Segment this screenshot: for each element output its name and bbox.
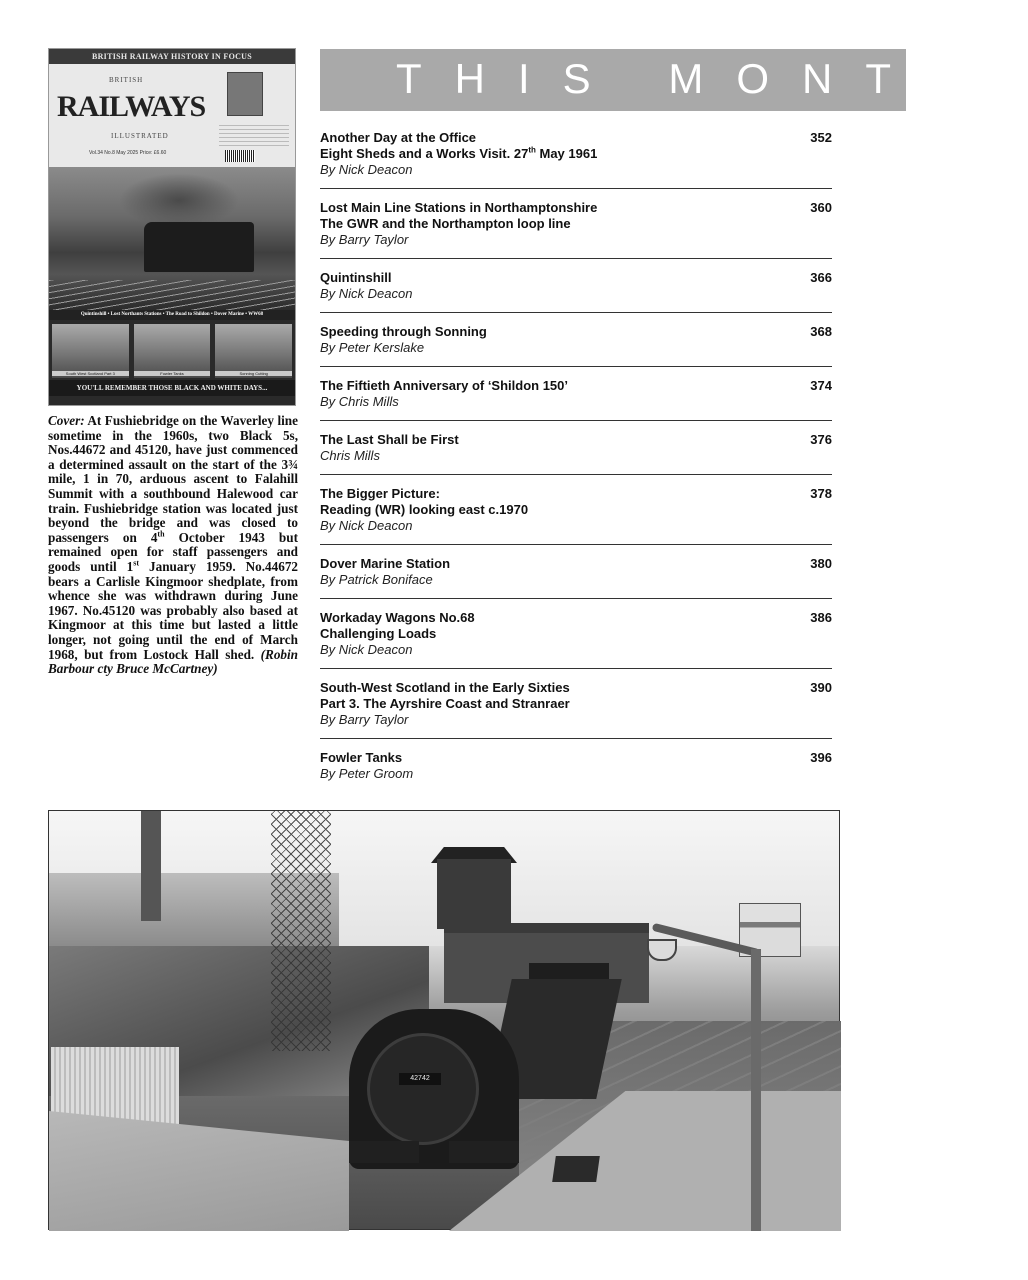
cover-thumb: [134, 324, 211, 378]
cover-issue-info: Vol.34 No.8 May 2025 Price: £6.60: [89, 150, 167, 156]
contents-entry[interactable]: [320, 750, 832, 792]
cover-locomotive: [144, 222, 254, 272]
cover-small-print: [219, 122, 289, 146]
entry-page-number: 368: [810, 324, 832, 339]
caption-text: mile, 1 in 70, arduous ascent to Falahill Summit with a southbound Halewood car train. Fushiebridge station was located just beyond the bridge and was closed to passengers on 4: [48, 471, 298, 545]
photo-signal-gantry: [271, 811, 331, 1051]
entry-subtitle: Reading (WR) looking east c.1970: [320, 502, 529, 517]
entry-author: By Barry Taylor: [320, 232, 409, 247]
contents-entry[interactable]: [320, 324, 832, 367]
entry-author: By Nick Deacon: [320, 162, 413, 177]
cover-thumb-label: Sonning Cutting: [215, 371, 292, 376]
entry-author: By Peter Kerslake: [320, 340, 425, 355]
entry-subtitle: Part 3. The Ayrshire Coast and Stranraer: [320, 696, 570, 711]
cover-rails: [49, 280, 295, 310]
cover-contents-strip: Quintinshill • Lost Northants Stations • The Road to Shildon • Dover Marine • WW68: [49, 310, 295, 320]
caption-superscript: st: [133, 558, 140, 568]
cover-smoke: [119, 173, 239, 228]
contents-entry[interactable]: [320, 610, 832, 669]
photo-signalbox: [437, 859, 511, 929]
contents-entry[interactable]: [320, 200, 832, 259]
photo-buffer-beam: [449, 1141, 519, 1163]
entry-subtitle: Challenging Loads: [320, 626, 437, 641]
photo-smokebox: [367, 1033, 479, 1145]
caption-text: October 1943 but remained open for staff passengers and goods until 1: [48, 529, 298, 574]
cover-thumb: [52, 324, 129, 378]
contents-entry[interactable]: [320, 680, 832, 739]
entry-title: Fowler Tanks: [320, 750, 403, 765]
entry-title: Another Day at the Office: [320, 130, 477, 145]
entry-title: The Last Shall be First: [320, 432, 459, 447]
caption-text: January 1959. No.44672 bears a Carlisle Kingmoor shedplate, from whence she was withdrawn during June 1967. No.45120 was probably also based at Kingmoor at this time but lasted a little longer, not going until the end of March 1968, but from Lostock Hall shed.: [48, 558, 299, 662]
contents-list: [320, 130, 832, 803]
entry-page-number: 376: [810, 432, 832, 447]
contents-entry[interactable]: [320, 556, 832, 599]
entry-page-number: 380: [810, 556, 832, 571]
cover-top-banner: BRITISH RAILWAY HISTORY IN FOCUS: [49, 49, 295, 64]
entry-title: Quintinshill: [320, 270, 392, 285]
banner-title: THIS MONTH': [396, 55, 1028, 102]
entry-author: By Patrick Boniface: [320, 572, 433, 587]
this-month-banner: [320, 49, 1028, 111]
cover-masthead-area: [49, 64, 295, 167]
caption-superscript: th: [157, 529, 165, 539]
entry-title: Workaday Wagons No.68: [320, 610, 475, 625]
entry-title: Dover Marine Station: [320, 556, 451, 571]
entry-page-number: 352: [810, 130, 832, 145]
entry-title: The Bigger Picture:: [320, 486, 440, 501]
cover-masthead-bottom: ILLUSTRATED: [111, 132, 169, 140]
caption-fraction: ¾: [288, 456, 298, 472]
photo-platform-left: [49, 1111, 349, 1231]
entry-author: By Chris Mills: [320, 394, 399, 409]
barcode-icon: [225, 150, 255, 162]
entry-subtitle-superscript: th: [528, 145, 536, 155]
entry-title: South-West Scotland in the Early Sixties: [320, 680, 570, 695]
cover-thumb: [215, 324, 292, 378]
photo-buffer-beam: [349, 1141, 419, 1163]
station-photograph: [48, 810, 840, 1230]
entry-page-number: 386: [810, 610, 832, 625]
entry-author: By Nick Deacon: [320, 642, 413, 657]
entry-subtitle: The GWR and the Northampton loop line: [320, 216, 571, 231]
entry-title: The Fiftieth Anniversary of ‘Shildon 150’: [320, 378, 569, 393]
contents-entry[interactable]: [320, 486, 832, 545]
cover-inset-image: [227, 72, 263, 116]
magazine-cover: [48, 48, 296, 406]
contents-entry[interactable]: [320, 130, 832, 189]
entry-page-number: 390: [810, 680, 832, 695]
entry-page-number: 378: [810, 486, 832, 501]
caption-text: At Fushiebridge on the Waverley line sometime in the 1960s, two Black 5s, Nos.44672 and 45120, have just commenced a determined assault on the start of the 3: [48, 413, 298, 472]
cover-masthead: RAILWAYS: [57, 90, 206, 123]
cover-thumbnails: [49, 320, 295, 380]
photo-platform-hatch: [552, 1156, 600, 1182]
cover-caption: [48, 414, 298, 677]
cover-thumb-label: South West Scotland Part 3: [52, 371, 129, 376]
entry-subtitle-text: Eight Sheds and a Works Visit. 27: [320, 146, 529, 161]
photo-lamp-post: [751, 949, 761, 1231]
entry-title: Lost Main Line Stations in Northamptonshire: [320, 200, 598, 215]
entry-page-number: 366: [810, 270, 832, 285]
photo-chimney: [141, 811, 161, 921]
entry-author: By Nick Deacon: [320, 286, 413, 301]
caption-lead: Cover:: [48, 413, 85, 428]
contents-entry[interactable]: [320, 432, 832, 475]
entry-subtitle-text: May 1961: [535, 146, 598, 161]
cover-masthead-top: BRITISH: [109, 76, 144, 84]
contents-entry[interactable]: [320, 378, 832, 421]
cover-main-photo: [49, 167, 295, 310]
photo-number-plate: 42742: [399, 1073, 441, 1085]
entry-author: Chris Mills: [320, 448, 380, 463]
entry-author: By Barry Taylor: [320, 712, 409, 727]
contents-entry[interactable]: [320, 270, 832, 313]
lamp-icon: [647, 939, 677, 961]
cover-bottom-banner: YOU'LL REMEMBER THOSE BLACK AND WHITE DAYS...: [49, 380, 295, 396]
entry-author: By Nick Deacon: [320, 518, 413, 533]
entry-page-number: 360: [810, 200, 832, 215]
cover-thumb-label: Fowler Tanks: [134, 371, 211, 376]
entry-page-number: 396: [810, 750, 832, 765]
caption-credit: (Robin Barbour cty Bruce McCartney): [48, 646, 298, 677]
entry-author: By Peter Groom: [320, 766, 414, 781]
entry-title: Speeding through Sonning: [320, 324, 487, 339]
entry-page-number: 374: [810, 378, 832, 393]
entry-subtitle: [320, 146, 832, 162]
